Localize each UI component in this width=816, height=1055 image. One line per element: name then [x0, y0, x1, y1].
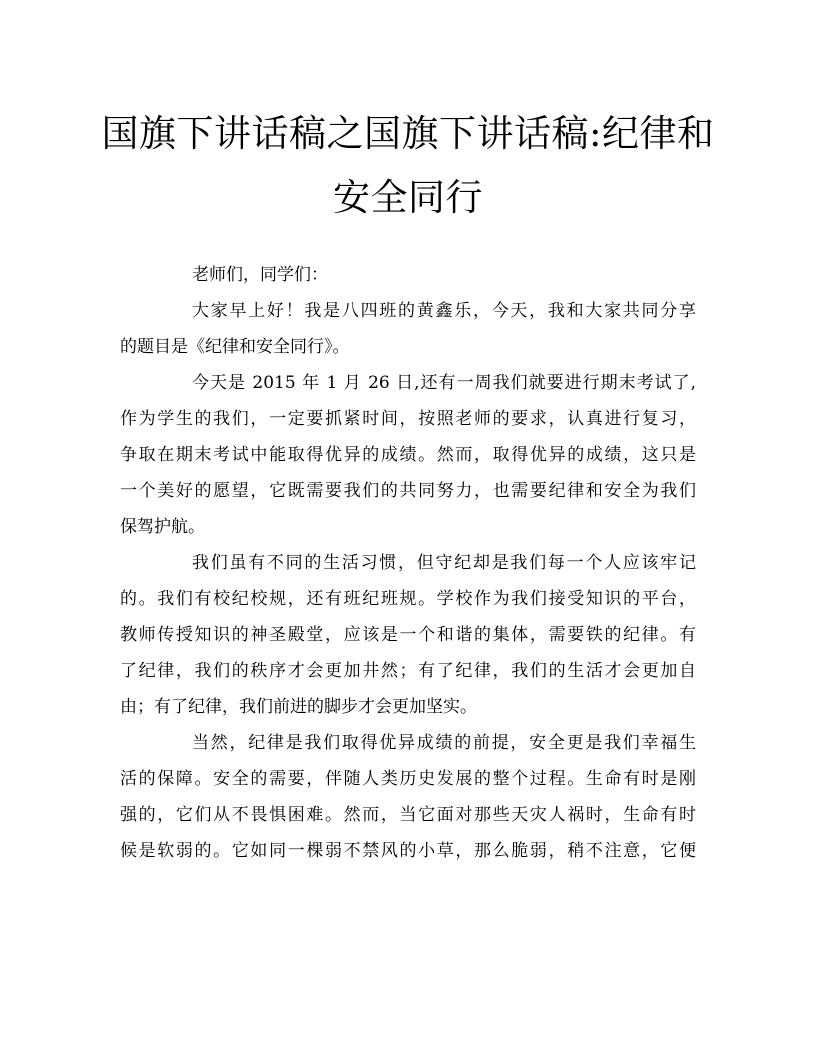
text-line: 由；有了纪律，我们前进的脚步才会更加坚实。: [120, 697, 477, 717]
text-line: 大家早上好！我是八四班的黄鑫乐，今天，我和大家共同分享: [192, 301, 696, 321]
text-line: 我们虽有不同的生活习惯，但守纪却是我们每一个人应该牢记: [192, 553, 696, 573]
text-line: 争取在期末考试中能取得优异的成绩。然而，取得优异的成绩，这只是: [120, 445, 696, 465]
text-line: 老师们，同学们：: [192, 265, 328, 285]
paragraph-greeting: [120, 257, 696, 293]
title-line-2: 安全同行: [333, 176, 483, 219]
text-line: 作为学生的我们，一定要抓紧时间，按照老师的要求，认真进行复习，: [120, 409, 696, 429]
paragraph-safety: [120, 725, 696, 869]
paragraph-exam: [120, 365, 696, 545]
text-line: 今天是 2015 年 1 月 26 日,还有一周我们就要进行期末考试了,: [192, 373, 696, 393]
document-body: [120, 257, 696, 869]
text-line: 保驾护航。: [120, 517, 205, 537]
text-line: 的题目是《纪律和安全同行》。: [120, 337, 350, 357]
title-line-1: 国旗下讲话稿之国旗下讲话稿:纪律和: [101, 112, 715, 155]
text-line: 当然，纪律是我们取得优异成绩的前提，安全更是我们幸福生: [192, 733, 696, 753]
text-line: 了纪律，我们的秩序才会更加井然；有了纪律，我们的生活才会更加自: [120, 661, 696, 681]
text-line: 的。我们有校纪校规，还有班纪班规。学校作为我们接受知识的平台，: [120, 589, 696, 609]
text-line: 一个美好的愿望，它既需要我们的共同努力，也需要纪律和安全为我们: [120, 481, 696, 501]
document-title: [96, 102, 720, 230]
text-line: 强的，它们从不畏惧困难。然而，当它面对那些天灾人祸时，生命有时: [120, 805, 696, 825]
paragraph-discipline: [120, 545, 696, 725]
paragraph-intro: [120, 293, 696, 365]
text-line: 候是软弱的。它如同一棵弱不禁风的小草，那么脆弱，稍不注意，它便: [120, 841, 696, 861]
text-line: 活的保障。安全的需要，伴随人类历史发展的整个过程。生命有时是刚: [120, 769, 696, 789]
text-line: 教师传授知识的神圣殿堂，应该是一个和谐的集体，需要铁的纪律。有: [120, 625, 696, 645]
